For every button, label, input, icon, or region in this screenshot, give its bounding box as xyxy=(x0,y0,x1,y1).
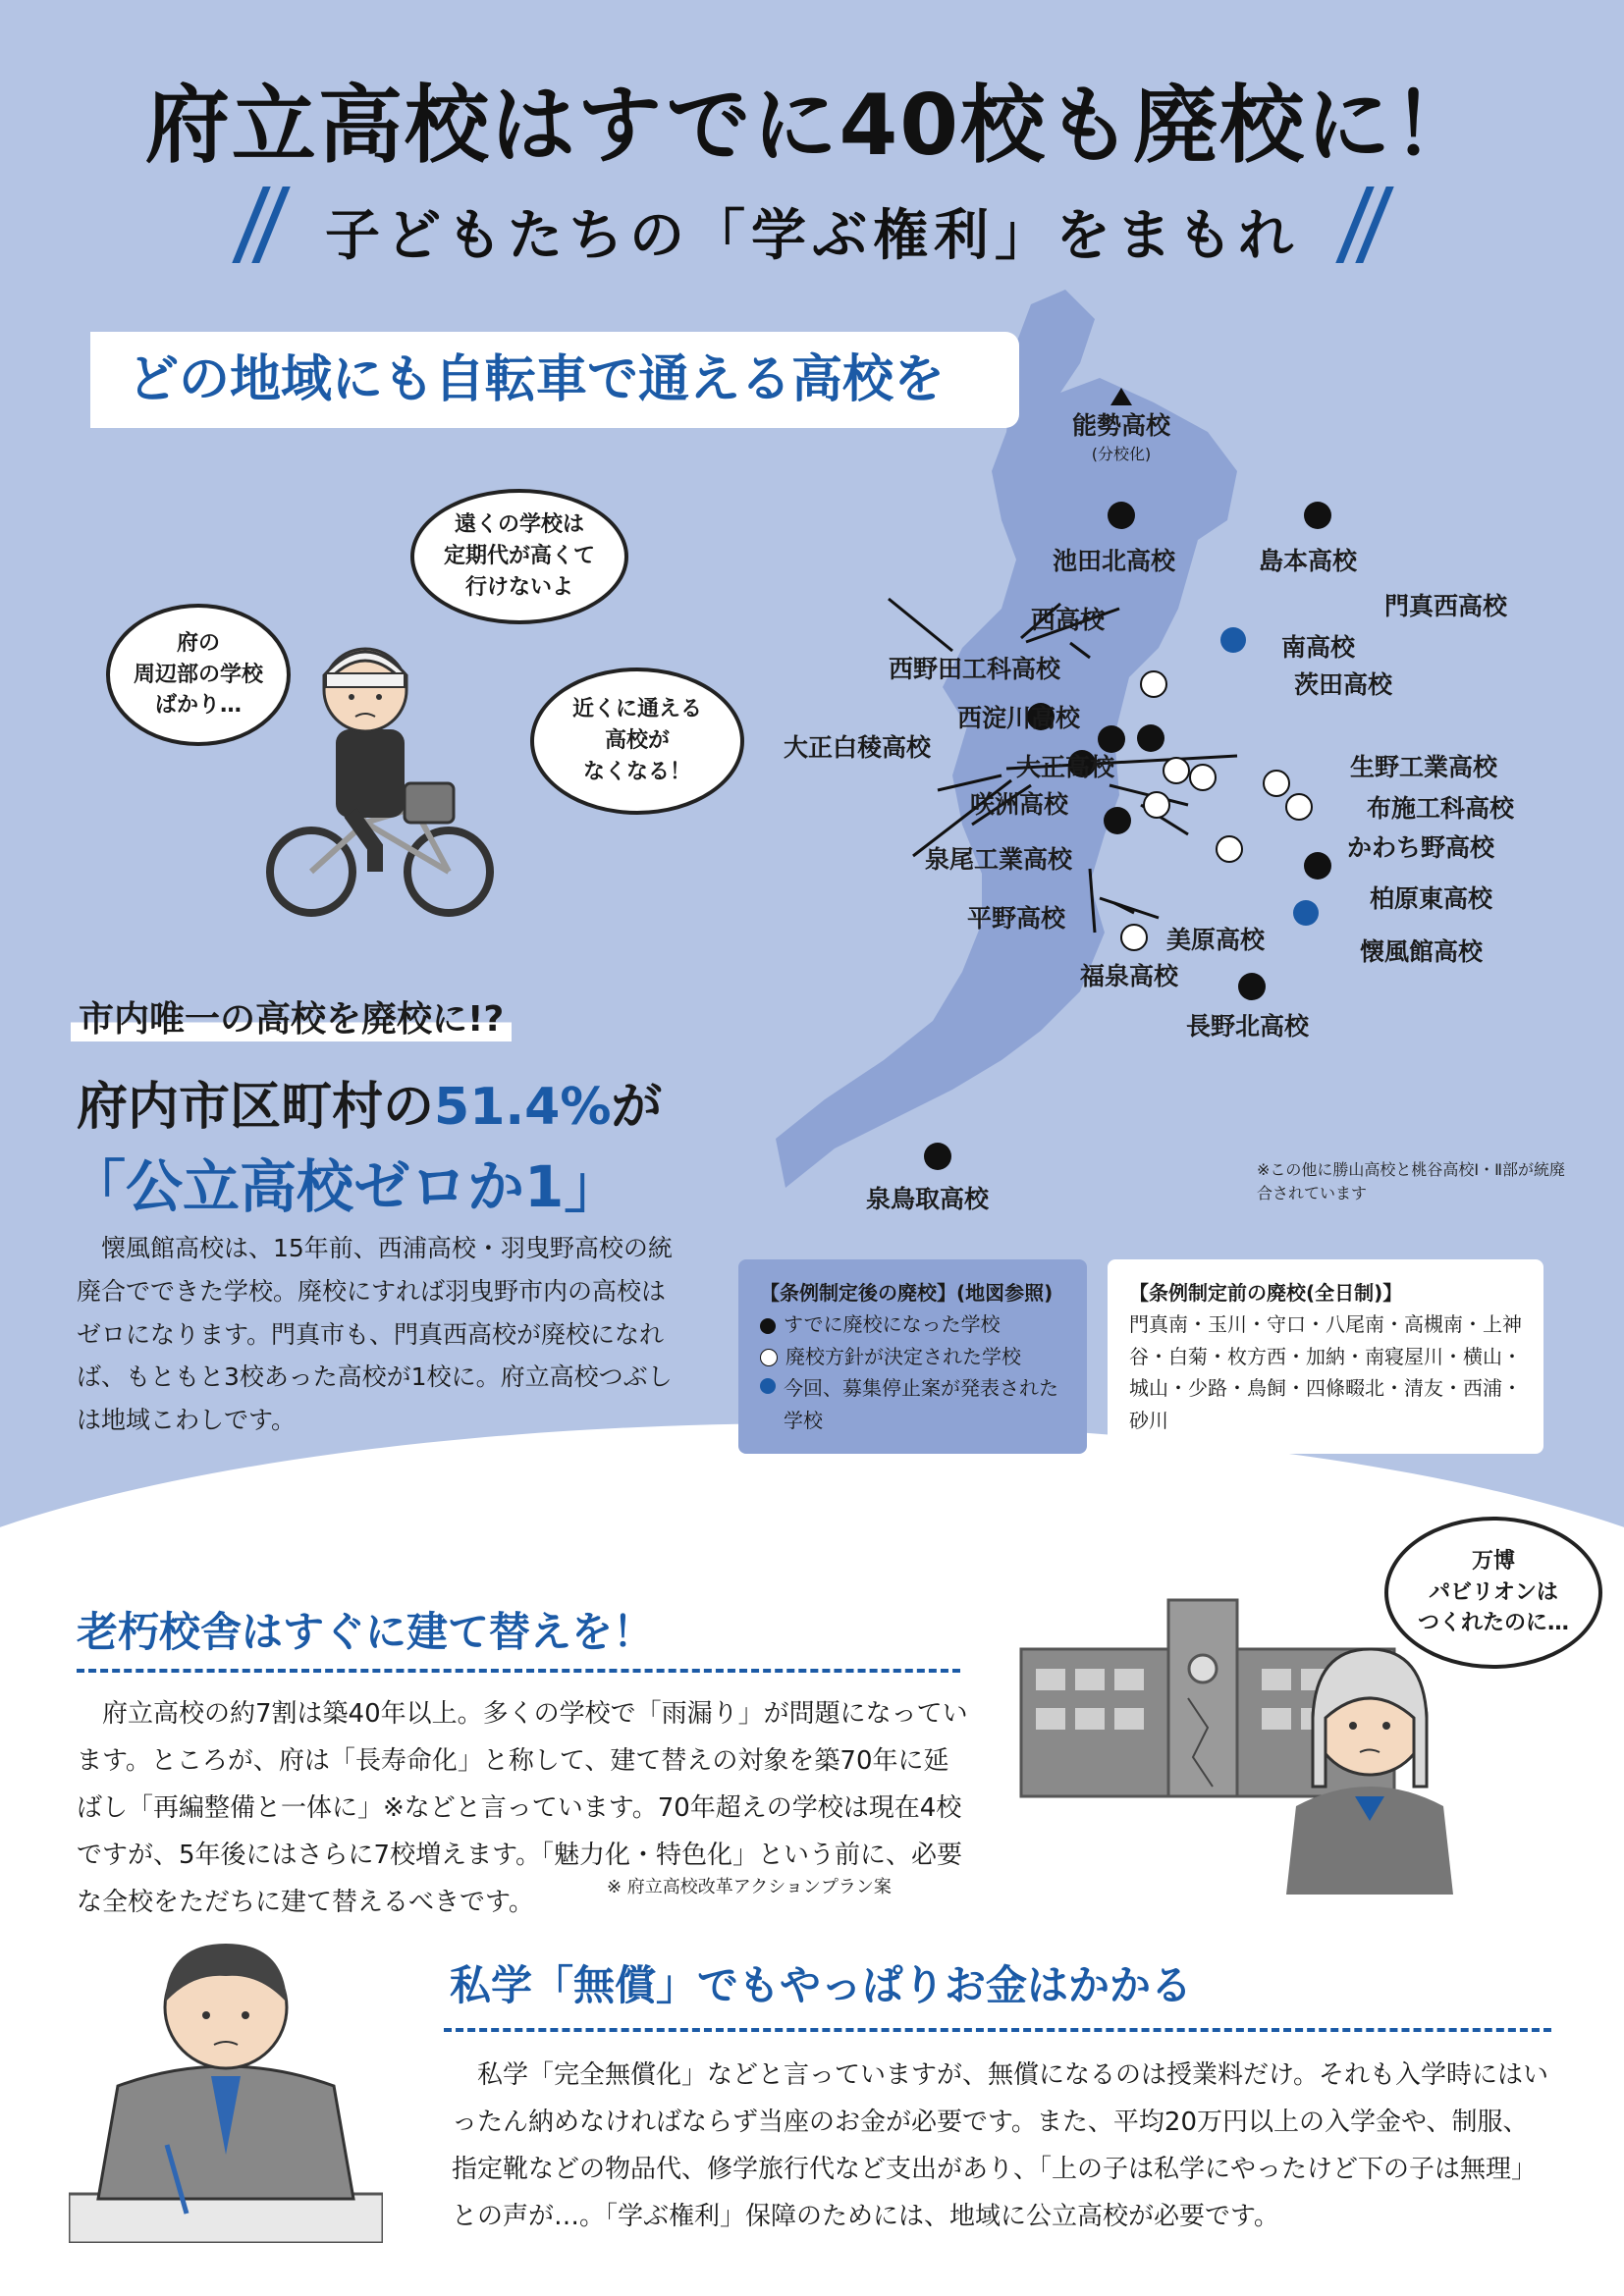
label-minami: 南高校 xyxy=(1281,633,1356,662)
school-dot xyxy=(1104,807,1131,834)
bubble-top: 遠くの学校は 定期代が高くて 行けないよ xyxy=(410,489,628,624)
label-fuse: 布施工科高校 xyxy=(1367,794,1515,823)
section2-divider xyxy=(77,1669,960,1673)
school-dot xyxy=(1238,973,1266,1000)
school-dot xyxy=(1293,900,1319,926)
label-nishinoda: 西野田工科高校 xyxy=(889,655,1061,683)
label-ikuno: 生野工業高校 xyxy=(1350,753,1498,781)
bubble-left: 府の 周辺部の学校 ばかり… xyxy=(106,604,291,746)
map-note: ※この他に勝山高校と桃谷高校Ⅰ・Ⅱ部が統廃合されています xyxy=(1257,1160,1566,1202)
school-dot xyxy=(1190,765,1216,790)
worried-student-illustration xyxy=(1276,1610,1463,1895)
black-dot-icon xyxy=(760,1318,776,1334)
label-nishiyodogawa: 西淀川高校 xyxy=(957,704,1081,732)
label-sakishima: 咲洲高校 xyxy=(970,790,1069,819)
white-dot-icon xyxy=(760,1349,778,1366)
school-dot xyxy=(1144,792,1169,818)
label-taisho: 大正高校 xyxy=(1016,753,1115,781)
school-dot xyxy=(1137,724,1164,752)
label-kashiwara-higashi: 柏原東高校 xyxy=(1370,884,1493,913)
school-dot xyxy=(1304,852,1331,880)
school-dot xyxy=(1220,627,1246,653)
section2-body: 府立高校の約7割は築40年以上。多くの学校で「雨漏り」が問題になっています。ところが、府は「長寿命化」と称して、建て替えの対象を築70年に延ばし「再編整備と一体に」※などと言っています。70年超えの学校は現在4校ですが、5年後にはさらに7校増えます。「魅力化・特色化」という前に、必要な全校をただちに建て替えるべきです。 xyxy=(77,1699,968,1918)
label-fukusen: 福泉高校 xyxy=(1080,962,1179,990)
legend-before: 【条例制定前の廃校(全日制)】 門真南・玉川・守口・八尾南・高槻南・上神谷・白菊・枚方西・加納・南寝屋川・横山・城山・少路・鳥飼・四條畷北・清友・西浦・砂川 xyxy=(1108,1259,1543,1454)
label-ibaraki: 茨田高校 xyxy=(1294,670,1393,699)
student-bicycle-illustration xyxy=(257,636,503,921)
label-nishi: 西高校 xyxy=(1031,606,1106,634)
school-dot xyxy=(1286,794,1312,820)
label-nagano-kita: 長野北高校 xyxy=(1186,1012,1310,1041)
school-dot xyxy=(1141,671,1166,697)
legend-after: 【条例制定後の廃校】(地図参照) すでに廃校になった学校 廃校方針が決定された学校 今回、募集停止案が発表された学校 xyxy=(738,1259,1087,1454)
banner: どの地域にも自転車で通える高校を xyxy=(90,332,1019,428)
percent-value: 51.4% xyxy=(434,1078,612,1137)
school-dot xyxy=(1264,771,1289,796)
page-subtitle: 子どもたちの「学ぶ権利」をまもれ xyxy=(325,204,1299,268)
label-sentottori: 泉鳥取高校 xyxy=(866,1185,990,1213)
bubble-expo: 万博 パビリオンは つくれたのに… xyxy=(1384,1517,1602,1669)
school-dot xyxy=(1217,836,1242,862)
bubble-right: 近くに通える 高校が なくなる！ xyxy=(530,667,744,815)
businessman-illustration xyxy=(69,1919,383,2243)
school-dot xyxy=(1108,502,1135,529)
section1-body: 懐風館高校は、15年前、西浦高校・羽曳野高校の統廃合でできた学校。廃校にすれば羽曳野市内の高校はゼロになります。門真市も、門真西高校が廃校になれば、もともと3校あった高校が1校に。府立高校つぶしは地域こわしです。 xyxy=(77,1234,673,1434)
section3-divider xyxy=(444,2028,1551,2032)
label-ikeda-kita: 池田北高校 xyxy=(1053,547,1176,575)
label-senbo: 泉尾工業高校 xyxy=(925,845,1073,874)
school-dot xyxy=(1164,758,1189,783)
label-mihara: 美原高校 xyxy=(1166,926,1266,954)
blue-dot-icon xyxy=(760,1378,776,1394)
section2-heading: 老朽校舎はすぐに建て替えを！ xyxy=(77,1608,655,1656)
section1-big-line1: 府内市区町村の51.4%が xyxy=(77,1078,663,1137)
school-dot xyxy=(924,1143,951,1170)
label-hirano: 平野高校 xyxy=(967,904,1066,933)
label-kadoma-nishi: 門真西高校 xyxy=(1384,592,1508,620)
page-title: 府立高校はすでに40校も廃校に！ xyxy=(144,77,1480,175)
label-kaifukan: 懐風館高校 xyxy=(1360,937,1484,966)
label-kawachino: かわち野高校 xyxy=(1347,833,1495,862)
school-dot xyxy=(1304,502,1331,529)
section1-heading: 市内唯一の高校を廃校に!? xyxy=(71,991,512,1041)
section2-footnote: ※ 府立高校改革アクションプラン案 xyxy=(607,1877,892,1897)
section1-big-line2: 「公立高校ゼロか1」 xyxy=(69,1153,622,1220)
label-taisho-hakuryo: 大正白稜高校 xyxy=(784,733,932,762)
label-shimamoto: 島本高校 xyxy=(1259,547,1358,575)
school-dot xyxy=(1121,925,1147,950)
label-nose: 能勢高校 (分校化) xyxy=(1072,411,1171,463)
section3-body: 私学「完全無償化」などと言っていますが、無償になるのは授業料だけ。それも入学時にはいったん納めなければならず当座のお金が必要です。また、平均20万円以上の入学金や、制服、指定靴などの物品代、修学旅行代など支出があり、「上の子は私学にやったけど下の子は無理」との声が…。「学ぶ権利」保障のためには、地域に公立高校が必要です。 xyxy=(452,2060,1548,2232)
section3-heading: 私学「無償」でもやっぱりお金はかかる xyxy=(450,1961,1193,2009)
